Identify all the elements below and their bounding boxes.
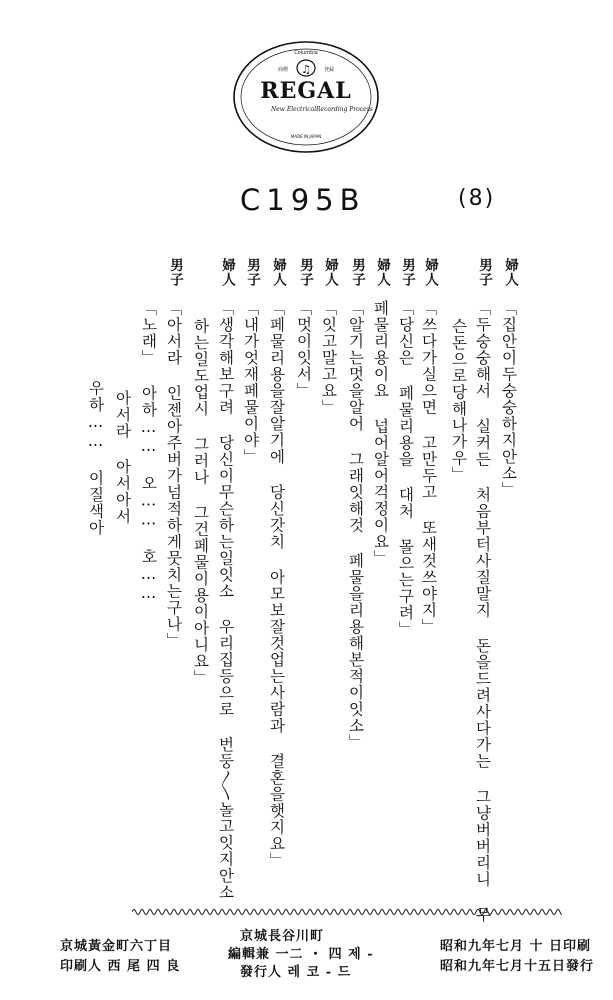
dialogue-line: 「당신은 페물리용을 대처 몰으는구려」 <box>396 300 415 638</box>
colophon-editor-line-2: 編輯兼 一二 ・ 四 제 - <box>228 947 374 962</box>
speaker-label: 婦人 <box>270 258 286 287</box>
catalog-number: C195B <box>240 183 366 217</box>
speaker-label: 男子 <box>297 258 313 287</box>
label-right-small: 登録 <box>323 67 335 73</box>
speaker-label: 男子 <box>476 258 492 287</box>
speaker-label: 婦人 <box>219 258 235 287</box>
colophon-printer-line-1: 京城黃金町六丁目 <box>60 939 173 954</box>
label-new-electrical: New Electrical <box>271 106 317 113</box>
svg-text:♫: ♫ <box>301 63 311 76</box>
speaker-label: 婦人 <box>374 258 390 287</box>
dialogue-line: 「집안이두숭숭하지안소」 <box>499 300 518 498</box>
speaker-label: 婦人 <box>322 258 338 287</box>
dialogue-line: 「아서라 인젠아주버가넘적하게뭇치는구나」 <box>164 300 183 649</box>
label-recording: Recording Process <box>316 106 373 113</box>
dialogue-line: 하는일도업시 그러나 그건페물이용이아니요」 <box>191 318 210 686</box>
dialogue-line: 페물리용이요 넙어알어걱정이요」 <box>371 300 390 567</box>
speaker-label: 男子 <box>244 258 260 287</box>
dialogue-line: 「내가엇재페물이야」 <box>241 300 260 465</box>
label-left-small: 商標 <box>277 67 289 73</box>
dialogue-line: 「쓰다가실으면 고만두고 또새것쓰야지」 <box>419 300 438 635</box>
dialogue-line: 「생각해보구려 당신이무슨하는일잇소 우리집등으로 번둥〳〵놀고잇지안소 <box>216 300 235 901</box>
dialogue-line: 「멋이잇서」 <box>294 300 313 399</box>
dialogue-line: 아서라 아서아서 <box>113 390 132 525</box>
dialogue-line: 「두숭숭해서 실커든 처음부터사질말지 돈을드려사다가는 그냥버버리니 무 <box>473 300 492 923</box>
dialogue-line: 우하…… 이질색아 <box>86 380 105 536</box>
colophon-printing-line-1: 昭和九年七月 十 日印刷 <box>440 939 592 954</box>
colophon-editor-line-3: 發行人 레 코 - 드 <box>240 965 352 980</box>
regal-logo <box>231 40 381 155</box>
label-bottom: MADE IN JAPAN <box>290 134 322 139</box>
dialogue-line: 「페물리용을잘알기에 당신갓치 아모보잘것업는사람과 결혼을햇지요」 <box>267 300 286 869</box>
label-badge: Columbia <box>294 50 318 56</box>
colophon-editor-line-1: 京城長谷川町 <box>240 929 325 944</box>
colophon-printing-line-2: 昭和九年七月十五日發行 <box>440 959 595 974</box>
dialogue-line: 「노래」 아하…… 오…… 호…… <box>139 300 158 603</box>
speaker-label: 男子 <box>167 258 183 287</box>
dialogue-line: 슨돈으로당해나가우」 <box>449 318 468 483</box>
colophon-printer-line-2: 印刷人 西 尾 四 良 <box>60 959 181 974</box>
dialogue-line: 「알기는멋을알어 그래잇해것 페물을리용해본적이잇소」 <box>346 300 365 751</box>
speaker-label: 婦人 <box>422 258 438 287</box>
label-brand: REGAL <box>260 78 352 104</box>
speaker-label: 婦人 <box>502 258 518 287</box>
wavy-divider <box>132 906 562 918</box>
speaker-label: 男子 <box>349 258 365 287</box>
page-number: (8) <box>458 186 496 211</box>
dialogue-line: 「잇고말고요」 <box>319 300 338 416</box>
speaker-label: 男子 <box>399 258 415 287</box>
